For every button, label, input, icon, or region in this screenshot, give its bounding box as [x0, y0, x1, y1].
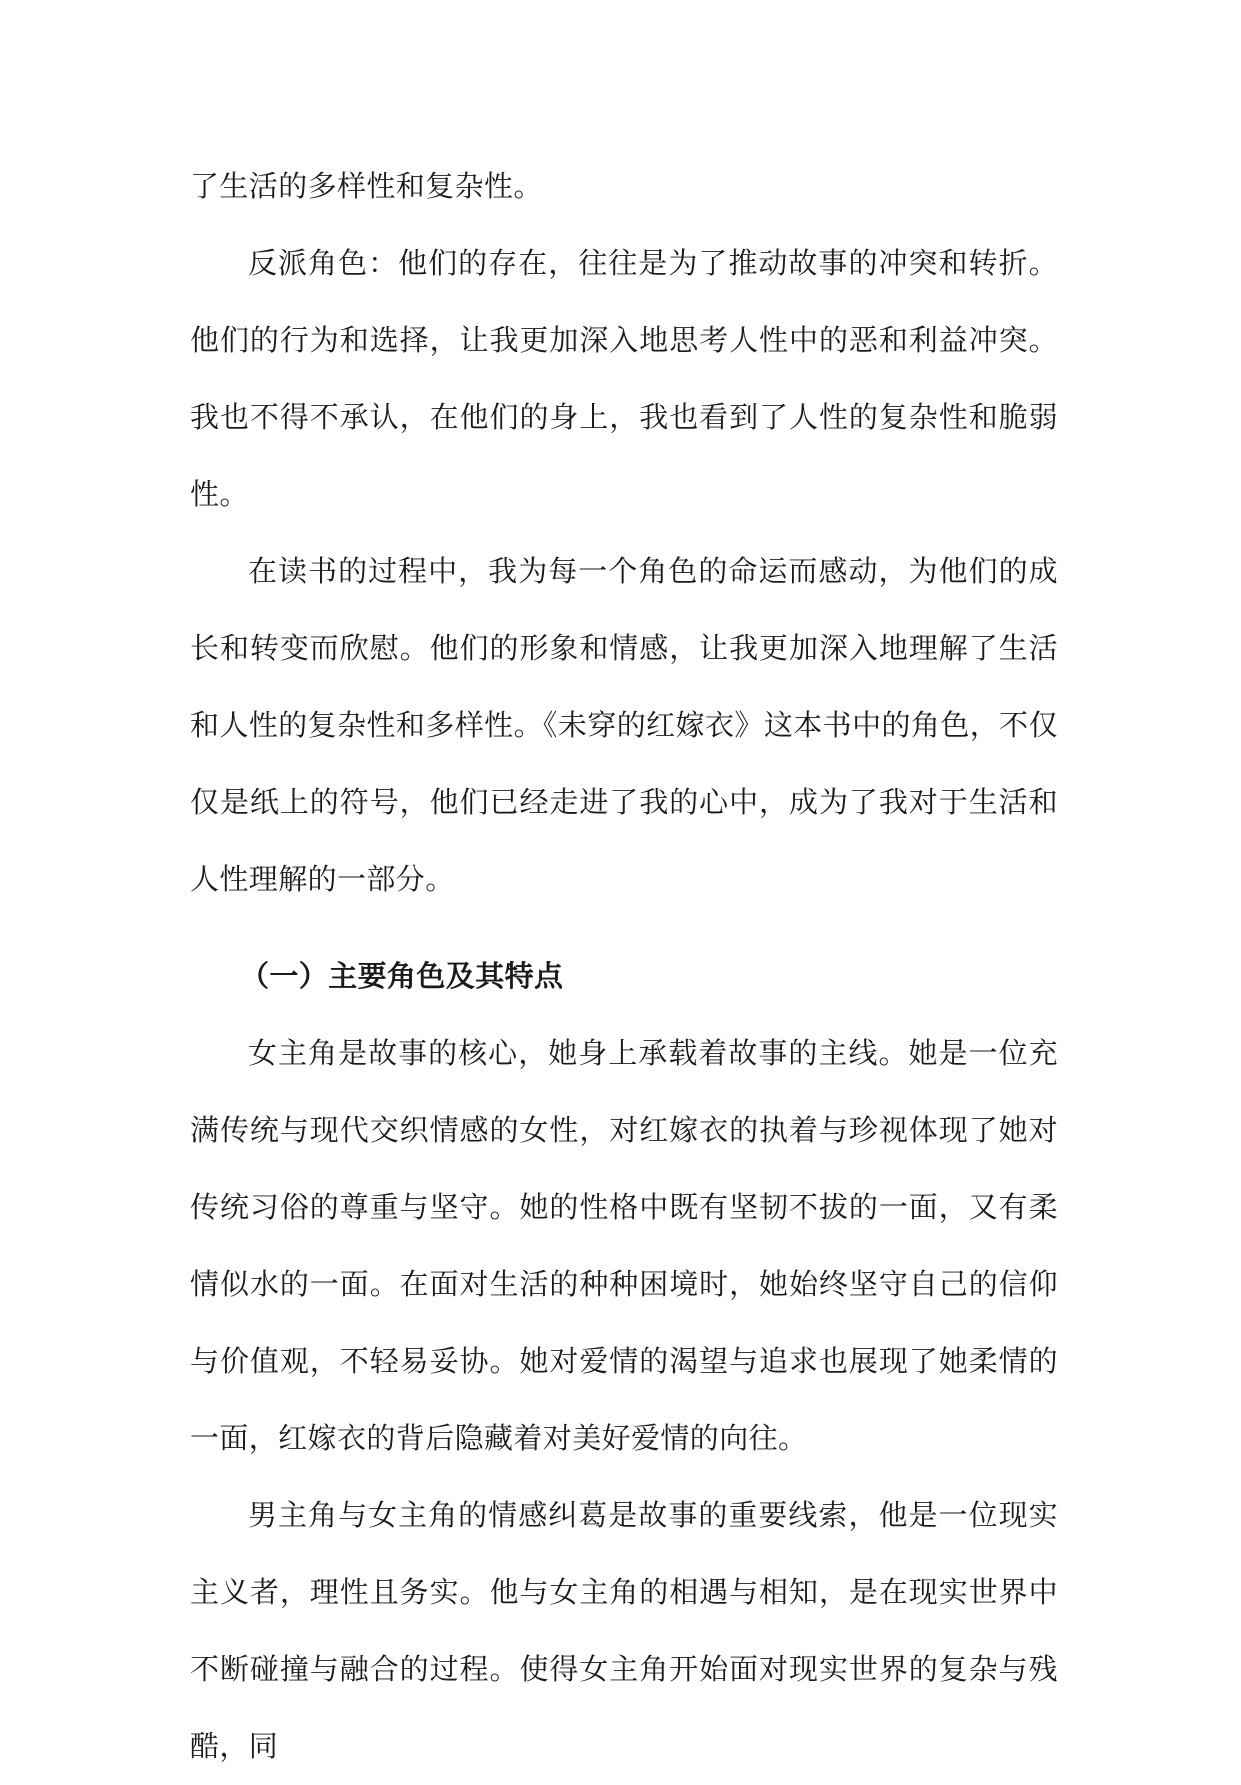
page-body	[190, 148, 1058, 1785]
paragraph-hero: 男主角与女主角的情感纠葛是故事的重要线索，他是一位现实主义者，理性且务实。他与女主角的相遇与相知，是在现实世界中不断碰撞与融合的过程。使得女主角开始面对现实世界的复杂与残酷，同	[190, 1498, 1058, 1763]
paragraph-reading-reflection: 在读书的过程中，我为每一个角色的命运而感动，为他们的成长和转变而欣慰。他们的形象和情感，让我更加深入地理解了生活和人性的复杂性和多样性。《未穿的红嫁衣》这本书中的角色，不仅仅是纸上的符号，他们已经走进了我的心中，成为了我对于生活和人性理解的一部分。	[190, 554, 1058, 896]
paragraph-antagonists: 反派角色：他们的存在，往往是为了推动故事的冲突和转折。他们的行为和选择，让我更加深入地思考人性中的恶和利益冲突。我也不得不承认，在他们的身上，我也看到了人性的复杂性和脆弱性。	[190, 246, 1058, 511]
paragraph-continuation: 了生活的多样性和复杂性。	[190, 169, 543, 203]
section-heading: （一）主要角色及其特点	[240, 959, 564, 993]
paragraph-heroine: 女主角是故事的核心，她身上承载着故事的主线。她是一位充满传统与现代交织情感的女性，对红嫁衣的执着与珍视体现了她对传统习俗的尊重与坚守。她的性格中既有坚韧不拔的一面，又有柔情似水的一面。在面对生活的种种困境时，她始终坚守自己的信仰与价值观，不轻易妥协。她对爱情的渴望与追求也展现了她柔情的一面，红嫁衣的背后隐藏着对美好爱情的向往。	[190, 1036, 1058, 1455]
